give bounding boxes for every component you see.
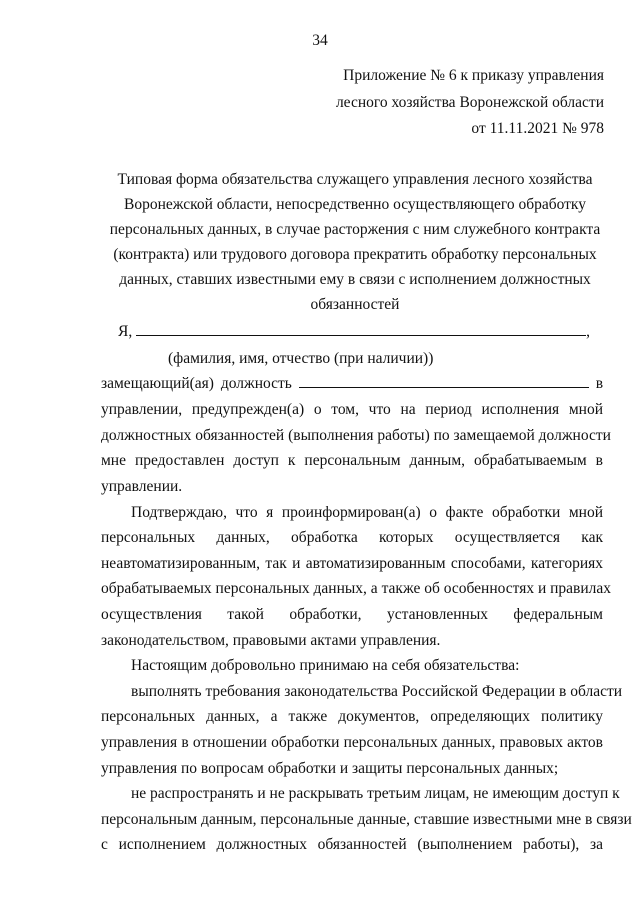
title-line-3: персональных данных, в случае расторжения с ним служебного контракта: [109, 221, 601, 238]
title-line-5: данных, ставших известными ему в связи с исполнением должностных: [119, 271, 591, 288]
body-line-5: Подтверждаю, что я проинформирован(а) о факте обработки мной: [131, 504, 603, 521]
appendix-line-1: Приложение № 6 к приказу управления: [343, 67, 604, 84]
body-line-1: управлении, предупрежден(а) о том, что на период исполнения мной: [101, 401, 603, 418]
body-line-15: управления по вопросам обработки и защиты персональных данных;: [101, 760, 559, 777]
body-line-11: Настоящим добровольно принимаю на себя обязательства:: [131, 657, 520, 674]
body-line-7: неавтоматизированным, так и автоматизированным способами, категориях: [101, 555, 603, 572]
title-line-1: Типовая форма обязательства служащего управления лесного хозяйства: [117, 171, 593, 188]
body-line-8: обрабатываемых персональных данных, а также об особенностях и правилах: [101, 580, 612, 597]
position-label: замещающий(ая) должность: [101, 375, 292, 392]
body-line-14: управления в отношении обработки персональных данных, правовых актов: [101, 734, 603, 751]
fio-caption: (фамилия, имя, отчество (при наличии)): [168, 350, 434, 367]
position-line: [101, 375, 603, 393]
body-line-6: персональных данных, обработка которых осуществляется как: [101, 529, 603, 546]
fio-comma: ,: [586, 323, 590, 340]
body-line-9: осуществления такой обработки, установленных федеральным: [101, 606, 603, 623]
appendix-line-3: от 11.11.2021 № 978: [471, 120, 604, 137]
title-line-4: (контракта) или трудового договора прекратить обработку персональных: [113, 246, 597, 263]
body-line-2: должностных обязанностей (выполнения работы) по замещаемой должности: [101, 427, 611, 444]
title-line-2: Воронежской области, непосредственно осуществляющего обработку: [124, 196, 586, 213]
body-line-16: не распространять и не раскрывать третьим лицам, не имеющим доступ к: [131, 785, 620, 802]
body-line-4: управлении.: [101, 478, 183, 495]
position-blank: [299, 375, 589, 388]
body-line-18: с исполнением должностных обязанностей (выполнением работы), за: [101, 836, 603, 853]
i-label: Я,: [118, 323, 133, 340]
position-end: в: [595, 375, 604, 392]
body-line-17: персональным данным, персональные данные, ставшие известными мне в связи: [101, 811, 632, 828]
body-line-13: персональных данных, а также документов, определяющих политику: [101, 708, 603, 725]
fio-line: [118, 323, 608, 341]
page-number: 34: [312, 32, 328, 49]
body-line-3: мне предоставлен доступ к персональным данным, обрабатываемым в: [101, 452, 603, 469]
body-line-12: выполнять требования законодательства Российской Федерации в области: [131, 683, 623, 700]
appendix-line-2: лесного хозяйства Воронежской области: [335, 94, 604, 111]
fio-blank: [136, 323, 586, 336]
body-line-10: законодательством, правовыми актами управления.: [101, 632, 441, 649]
title-line-6: обязанностей: [310, 296, 400, 313]
